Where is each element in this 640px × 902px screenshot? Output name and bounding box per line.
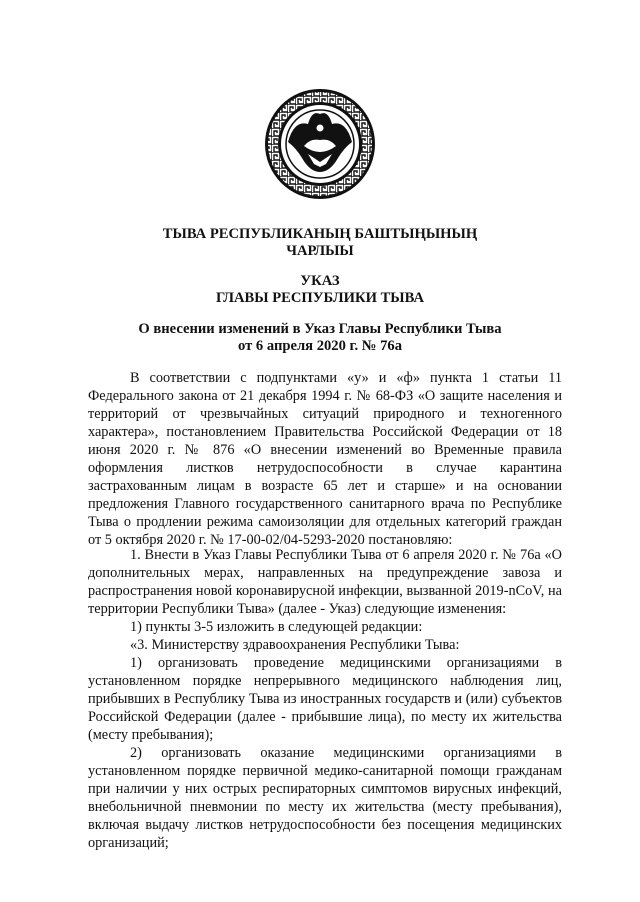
item-1-paragraph: 1. Внести в Указ Главы Республики Тыва от 6 апреля 2020 г. № 76а «О дополнительных мерах, направленных на предупреждение завоза и распространения новой коронавирусной инфекции, вызванной 2019-nCoV, на территории Республики Тыва» (далее - Указ) следующие изменения: <box>88 547 562 617</box>
item-3-paragraph: «3. Министерству здравоохранения Республики Тыва: <box>130 637 460 653</box>
preamble-section <box>88 369 562 549</box>
item-3-1-paragraph: 1) организовать проведение медицинскими организациями в установленном порядке непрерывного медицинского наблюдения лиц, прибывших в Республику Тыва из иностранных государств и (или) субъектов Российской Федерации (далее - прибывшие лица), по месту их жительства (месту пребывания); <box>88 655 562 743</box>
issuer-tuvan-line2: ЧАРЛЫЫ <box>286 243 354 259</box>
document-type: УКАЗ <box>300 273 340 289</box>
item-1-1-paragraph: 1) пункты 3-5 изложить в следующей редакции: <box>130 619 423 635</box>
item-3-2-paragraph: 2) организовать оказание медицинскими организациями в установленном порядке первичной медико-санитарной помощи гражданам при наличии у них острых респираторных симптомов вирусных инфекций, внебольничной пневмонии по месту их жительства (месту пребывания), включая выдачу листков нетрудоспособности без посещения медицинских организаций; <box>88 745 562 851</box>
republic-emblem-icon <box>264 88 376 200</box>
document-subject-line2: от 6 апреля 2020 г. № 76а <box>237 338 403 354</box>
amendments-section <box>88 546 562 852</box>
document-subject-line1: О внесении изменений в Указ Главы Республики Тыва <box>138 321 502 337</box>
preamble-paragraph: В соответствии с подпунктами «у» и «ф» пункта 1 статьи 11 Федерального закона от 21 декабря 1994 г. № 68-ФЗ «О защите населения и территорий от чрезвычайных ситуаций природного и техногенного характера», постановлением Правительства Российской Федерации от 18 июня 2020 г. № 876 «О внесении изменений во Временные правила оформления листков нетрудоспособности в случае карантина застрахованным лицам в возрасте 65 лет и старше» и на основании предложения Главного государственного санитарного врача по Республике Тыва о продлении режима самоизоляции для отдельных категорий граждан от 5 октября 2020 г. № 17-00-02/04-5293-2020 постановляю: <box>88 370 562 548</box>
issuer-russian: ГЛАВЫ РЕСПУБЛИКИ ТЫВА <box>216 290 424 306</box>
issuer-tuvan-line1: ТЫВА РЕСПУБЛИКАНЫҢ БАШТЫҢЫНЫҢ <box>162 226 478 242</box>
